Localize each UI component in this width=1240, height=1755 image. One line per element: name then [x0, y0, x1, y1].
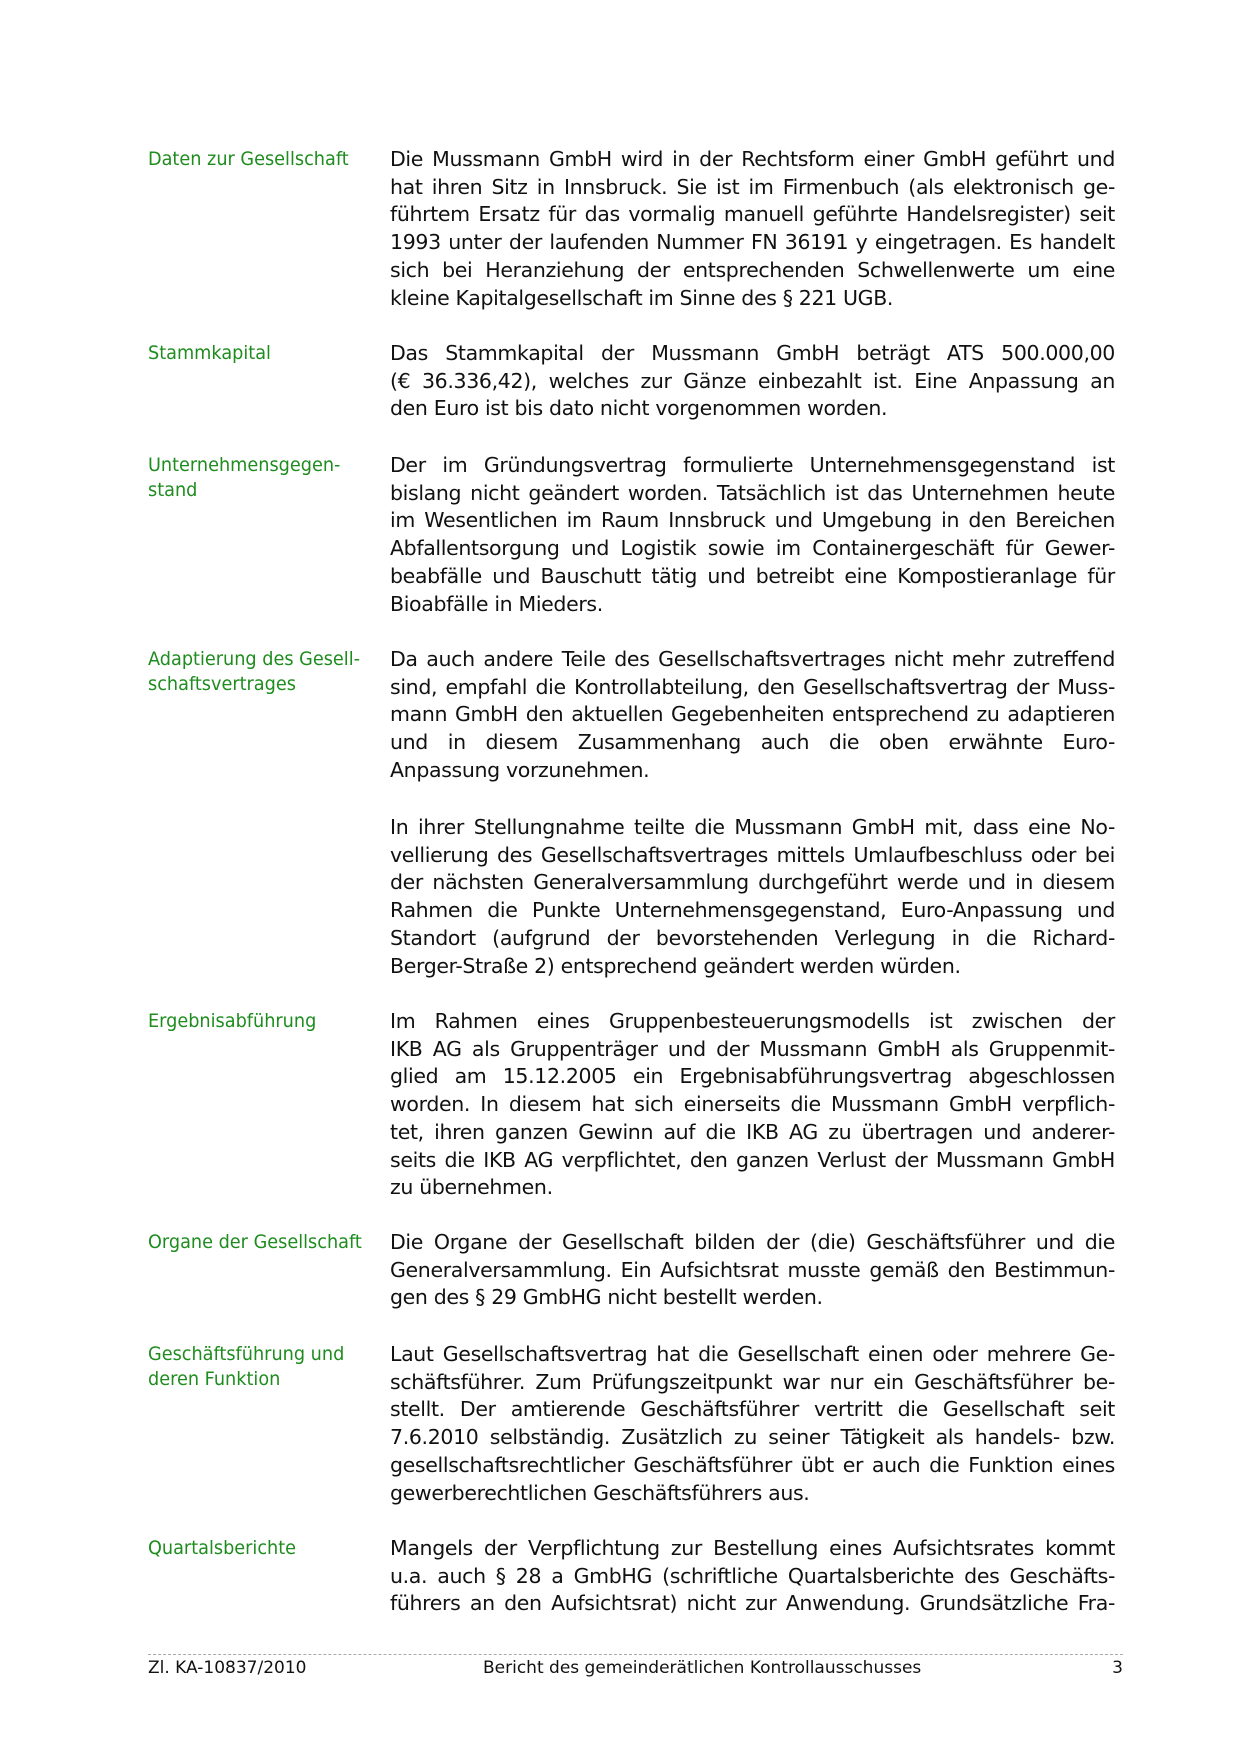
paragraph-line: Berger-Straße 2) entsprechend geändert werden würden. [390, 953, 961, 978]
paragraph-line: der nächsten Generalversammlung durchgeführt werde und in diesem [390, 870, 1115, 895]
paragraph-line: kleine Kapitalgesellschaft im Sinne des § 221 UGB. [390, 285, 894, 310]
section-paragraph [390, 814, 1115, 980]
paragraph-line: gewerberechtlichen Geschäftsführers aus. [390, 1480, 810, 1505]
paragraph-line: Standort (aufgrund der bevorstehenden Verlegung in die Richard- [390, 925, 1115, 950]
section-label [148, 1230, 362, 1255]
paragraph-line: Abfallentsorgung und Logistik sowie im Containergeschäft für Gewer- [390, 536, 1115, 561]
paragraph-line: Das Stammkapital der Mussmann GmbH beträgt ATS 500.000,00 [390, 341, 1115, 365]
section-paragraph [390, 646, 1115, 785]
footer-reference: Zl. KA-10837/2010 [148, 1658, 307, 1678]
paragraph-line: Der im Gründungsvertrag formulierte Unternehmensgegenstand ist [390, 453, 1115, 477]
paragraph-line: IKB AG als Gruppenträger und der Mussmann GmbH als Gruppenmit- [390, 1036, 1115, 1061]
paragraph-line: Generalversammlung. Ein Aufsichtsrat musste gemäß den Bestimmun- [390, 1257, 1115, 1282]
paragraph-line: 1993 unter der laufenden Nummer FN 36191 y eingetragen. Es handelt [390, 230, 1115, 255]
footer-title: Bericht des gemeinderätlichen Kontrollausschusses [483, 1658, 922, 1678]
section-paragraph [390, 1535, 1115, 1618]
paragraph-line: und in diesem Zusammenhang auch die oben erwähnte Euro- [390, 730, 1115, 755]
paragraph-line: Laut Gesellschaftsvertrag hat die Gesellschaft einen oder mehrere Ge- [390, 1342, 1115, 1366]
paragraph-line: In ihrer Stellungnahme teilte die Mussmann GmbH mit, dass eine No- [390, 815, 1115, 839]
paragraph-line: stellt. Der amtierende Geschäftsführer vertritt die Gesellschaft seit [390, 1397, 1115, 1422]
label-line: Unternehmensgegen- [148, 454, 341, 476]
section-label [148, 147, 362, 172]
paragraph-line: Die Mussmann GmbH wird in der Rechtsform einer GmbH geführt und [390, 147, 1115, 171]
paragraph-line: Im Rahmen eines Gruppenbesteuerungsmodells ist zwischen der [390, 1009, 1115, 1033]
label-line: stand [148, 479, 198, 501]
label-line: Geschäftsführung und [148, 1343, 345, 1365]
section-paragraph [390, 146, 1115, 312]
paragraph-line: Anpassung vorzunehmen. [390, 757, 650, 782]
paragraph-line: tet, ihren ganzen Gewinn auf die IKB AG zu übertragen und anderer- [390, 1119, 1115, 1144]
paragraph-line: glied am 15.12.2005 ein Ergebnisabführungsvertrag abgeschlossen [390, 1064, 1115, 1089]
paragraph-line: beabfälle und Bauschutt tätig und betreibt eine Kompostieranlage für [390, 563, 1115, 588]
section-paragraph [390, 1341, 1115, 1507]
paragraph-line: vellierung des Gesellschaftsvertrages mittels Umlaufbeschluss oder bei [390, 842, 1115, 867]
section-paragraph [390, 452, 1115, 618]
label-line: Ergebnisabführung [148, 1010, 317, 1032]
paragraph-line: zu übernehmen. [390, 1175, 553, 1200]
paragraph-line: seits die IKB AG verpflichtet, den ganzen Verlust der Mussmann GmbH [390, 1147, 1115, 1172]
section-label [148, 1009, 362, 1034]
section-label [148, 453, 362, 503]
paragraph-line: bislang nicht geändert worden. Tatsächlich ist das Unternehmen heute [390, 480, 1115, 505]
paragraph-line: Rahmen die Punkte Unternehmensgegenstand, Euro-Anpassung und [390, 898, 1115, 923]
paragraph-line: worden. In diesem hat sich einerseits die Mussmann GmbH verpflich- [390, 1092, 1115, 1117]
paragraph-line: führtem Ersatz für das vormalig manuell geführte Handelsregister) seit [390, 202, 1115, 227]
paragraph-line: sind, empfahl die Kontrollabteilung, den Gesellschaftsvertrag der Muss- [390, 674, 1115, 699]
section-label [148, 1342, 362, 1392]
label-line: Quartalsberichte [148, 1537, 297, 1559]
paragraph-line: im Wesentlichen im Raum Innsbruck und Umgebung in den Bereichen [390, 508, 1115, 533]
paragraph-line: Da auch andere Teile des Gesellschaftsvertrages nicht mehr zutreffend [390, 647, 1115, 671]
paragraph-line: mann GmbH den aktuellen Gegebenheiten entsprechend zu adaptieren [390, 702, 1115, 727]
paragraph-line: 7.6.2010 selbständig. Zusätzlich zu seiner Tätigkeit als handels- bzw. [390, 1425, 1115, 1450]
label-line: Adaptierung des Gesell- [148, 648, 360, 670]
paragraph-line: schäftsführer. Zum Prüfungszeitpunkt war nur ein Geschäftsführer be- [390, 1369, 1115, 1394]
section-label [148, 341, 362, 366]
paragraph-line: (€ 36.336,42), welches zur Gänze einbezahlt ist. Eine Anpassung an [390, 368, 1115, 393]
paragraph-line: hat ihren Sitz in Innsbruck. Sie ist im Firmenbuch (als elektronisch ge- [390, 174, 1115, 199]
paragraph-line: Mangels der Verpflichtung zur Bestellung eines Aufsichtsrates kommt [390, 1536, 1115, 1560]
paragraph-line: sich bei Heranziehung der entsprechenden Schwellenwerte um eine [390, 257, 1115, 282]
paragraph-line: Die Organe der Gesellschaft bilden der (die) Geschäftsführer und die [390, 1230, 1115, 1254]
section-label [148, 647, 362, 697]
section-paragraph [390, 340, 1115, 423]
paragraph-line: gen des § 29 GmbHG nicht bestellt werden. [390, 1285, 823, 1310]
section-label [148, 1536, 362, 1561]
label-line: deren Funktion [148, 1368, 281, 1390]
paragraph-line: Bioabfälle in Mieders. [390, 591, 603, 616]
label-line: Stammkapital [148, 342, 271, 364]
paragraph-line: den Euro ist bis dato nicht vorgenommen worden. [390, 396, 888, 421]
paragraph-line: gesellschaftsrechtlicher Geschäftsführer übt er auch die Funktion eines [390, 1452, 1115, 1477]
label-line: schaftsvertrages [148, 673, 296, 695]
paragraph-line: führers an den Aufsichtsrat) nicht zur Anwendung. Grundsätzliche Fra- [390, 1591, 1115, 1616]
footer-divider [148, 1654, 1123, 1655]
section-paragraph [390, 1229, 1115, 1312]
paragraph-line: u.a. auch § 28 a GmbHG (schriftliche Quartalsberichte des Geschäfts- [390, 1563, 1115, 1588]
section-paragraph [390, 1008, 1115, 1202]
page-number: 3 [1112, 1658, 1123, 1678]
label-line: Organe der Gesellschaft [148, 1231, 362, 1253]
label-line: Daten zur Gesellschaft [148, 148, 349, 170]
